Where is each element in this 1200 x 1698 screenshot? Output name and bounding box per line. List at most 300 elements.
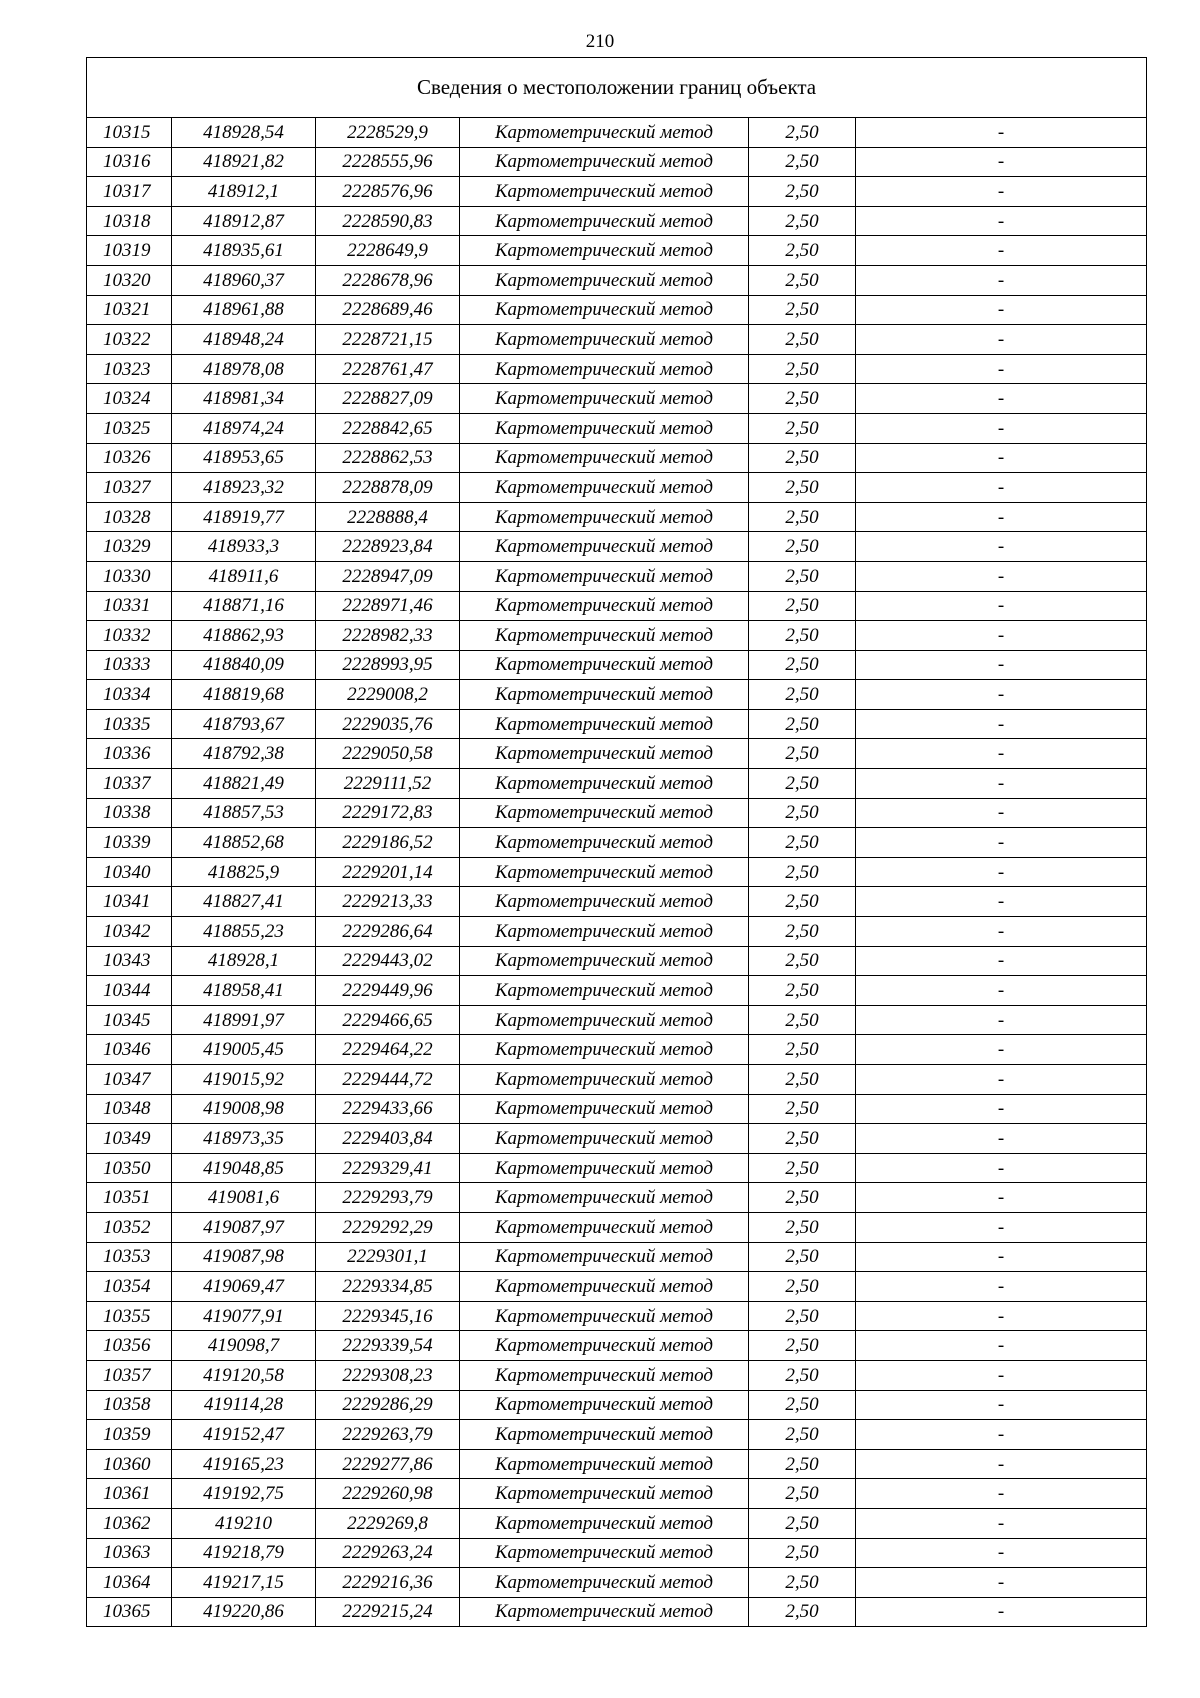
coordinate-y-cell: 2229260,98 xyxy=(316,1479,460,1509)
coordinate-x-cell: 419069,47 xyxy=(172,1272,316,1302)
table-row xyxy=(87,502,1147,532)
point-number-cell: 10360 xyxy=(87,1449,172,1479)
coordinate-y-cell: 2228555,96 xyxy=(316,147,460,177)
coordinate-y-cell: 2228842,65 xyxy=(316,413,460,443)
coordinate-y-cell: 2228529,9 xyxy=(316,118,460,148)
coordinate-x-cell: 419165,23 xyxy=(172,1449,316,1479)
table-row xyxy=(87,1420,1147,1450)
point-number-cell: 10331 xyxy=(87,591,172,621)
point-number-cell: 10364 xyxy=(87,1568,172,1598)
method-cell: Картометрический метод xyxy=(460,1124,749,1154)
table-row xyxy=(87,177,1147,207)
description-cell: - xyxy=(856,1124,1147,1154)
description-cell: - xyxy=(856,1212,1147,1242)
table-row xyxy=(87,650,1147,680)
table-title: Сведения о местоположении границ объекта xyxy=(87,58,1147,118)
point-number-cell: 10347 xyxy=(87,1065,172,1095)
coordinate-y-cell: 2228878,09 xyxy=(316,473,460,503)
coordinate-y-cell: 2229403,84 xyxy=(316,1124,460,1154)
coordinate-x-cell: 418973,35 xyxy=(172,1124,316,1154)
coordinate-y-cell: 2228576,96 xyxy=(316,177,460,207)
coordinate-x-cell: 419210 xyxy=(172,1508,316,1538)
coordinate-x-cell: 418821,49 xyxy=(172,769,316,799)
accuracy-cell: 2,50 xyxy=(749,1360,856,1390)
method-cell: Картометрический метод xyxy=(460,621,749,651)
accuracy-cell: 2,50 xyxy=(749,147,856,177)
description-cell: - xyxy=(856,1479,1147,1509)
method-cell: Картометрический метод xyxy=(460,1035,749,1065)
method-cell: Картометрический метод xyxy=(460,976,749,1006)
point-number-cell: 10362 xyxy=(87,1508,172,1538)
accuracy-cell: 2,50 xyxy=(749,1035,856,1065)
table-row xyxy=(87,1568,1147,1598)
accuracy-cell: 2,50 xyxy=(749,621,856,651)
accuracy-cell: 2,50 xyxy=(749,917,856,947)
description-cell: - xyxy=(856,1094,1147,1124)
method-cell: Картометрический метод xyxy=(460,1479,749,1509)
table-row xyxy=(87,621,1147,651)
coordinate-y-cell: 2229050,58 xyxy=(316,739,460,769)
point-number-cell: 10316 xyxy=(87,147,172,177)
coordinate-y-cell: 2229111,52 xyxy=(316,769,460,799)
table-row xyxy=(87,917,1147,947)
coordinate-y-cell: 2229466,65 xyxy=(316,1005,460,1035)
coordinate-x-cell: 418792,38 xyxy=(172,739,316,769)
coordinate-x-cell: 419081,6 xyxy=(172,1183,316,1213)
table-row xyxy=(87,1360,1147,1390)
accuracy-cell: 2,50 xyxy=(749,1420,856,1450)
description-cell: - xyxy=(856,561,1147,591)
point-number-cell: 10344 xyxy=(87,976,172,1006)
coordinate-x-cell: 419015,92 xyxy=(172,1065,316,1095)
description-cell: - xyxy=(856,325,1147,355)
description-cell: - xyxy=(856,473,1147,503)
coordinate-x-cell: 419087,98 xyxy=(172,1242,316,1272)
coordinate-y-cell: 2229443,02 xyxy=(316,946,460,976)
coordinate-y-cell: 2229444,72 xyxy=(316,1065,460,1095)
point-number-cell: 10343 xyxy=(87,946,172,976)
description-cell: - xyxy=(856,1538,1147,1568)
description-cell: - xyxy=(856,118,1147,148)
method-cell: Картометрический метод xyxy=(460,1183,749,1213)
table-row xyxy=(87,1331,1147,1361)
coordinate-y-cell: 2228761,47 xyxy=(316,354,460,384)
method-cell: Картометрический метод xyxy=(460,1508,749,1538)
description-cell: - xyxy=(856,295,1147,325)
coordinate-y-cell: 2228827,09 xyxy=(316,384,460,414)
point-number-cell: 10365 xyxy=(87,1597,172,1627)
accuracy-cell: 2,50 xyxy=(749,680,856,710)
coordinate-x-cell: 418862,93 xyxy=(172,621,316,651)
method-cell: Картометрический метод xyxy=(460,1568,749,1598)
description-cell: - xyxy=(856,591,1147,621)
point-number-cell: 10323 xyxy=(87,354,172,384)
coordinate-x-cell: 418819,68 xyxy=(172,680,316,710)
point-number-cell: 10356 xyxy=(87,1331,172,1361)
description-cell: - xyxy=(856,1331,1147,1361)
coordinate-x-cell: 418928,1 xyxy=(172,946,316,976)
description-cell: - xyxy=(856,265,1147,295)
description-cell: - xyxy=(856,1183,1147,1213)
table-row xyxy=(87,1153,1147,1183)
accuracy-cell: 2,50 xyxy=(749,1005,856,1035)
accuracy-cell: 2,50 xyxy=(749,1597,856,1627)
table-row xyxy=(87,1272,1147,1302)
table-row xyxy=(87,1183,1147,1213)
accuracy-cell: 2,50 xyxy=(749,118,856,148)
coordinate-x-cell: 418921,82 xyxy=(172,147,316,177)
method-cell: Картометрический метод xyxy=(460,413,749,443)
table-body xyxy=(87,118,1147,1627)
accuracy-cell: 2,50 xyxy=(749,1390,856,1420)
table-row xyxy=(87,473,1147,503)
coordinate-y-cell: 2229464,22 xyxy=(316,1035,460,1065)
coordinate-x-cell: 418981,34 xyxy=(172,384,316,414)
method-cell: Картометрический метод xyxy=(460,1065,749,1095)
accuracy-cell: 2,50 xyxy=(749,798,856,828)
table-row xyxy=(87,1065,1147,1095)
coordinate-y-cell: 2228993,95 xyxy=(316,650,460,680)
coordinate-x-cell: 419005,45 xyxy=(172,1035,316,1065)
coordinate-y-cell: 2229286,29 xyxy=(316,1390,460,1420)
accuracy-cell: 2,50 xyxy=(749,709,856,739)
point-number-cell: 10333 xyxy=(87,650,172,680)
coordinate-y-cell: 2228590,83 xyxy=(316,206,460,236)
accuracy-cell: 2,50 xyxy=(749,1153,856,1183)
method-cell: Картометрический метод xyxy=(460,1094,749,1124)
table-row xyxy=(87,1035,1147,1065)
coordinate-y-cell: 2228982,33 xyxy=(316,621,460,651)
table-row xyxy=(87,1301,1147,1331)
coordinate-y-cell: 2229293,79 xyxy=(316,1183,460,1213)
coordinate-x-cell: 419008,98 xyxy=(172,1094,316,1124)
description-cell: - xyxy=(856,236,1147,266)
table-row xyxy=(87,384,1147,414)
point-number-cell: 10338 xyxy=(87,798,172,828)
point-number-cell: 10328 xyxy=(87,502,172,532)
point-number-cell: 10346 xyxy=(87,1035,172,1065)
coordinate-y-cell: 2229286,64 xyxy=(316,917,460,947)
method-cell: Картометрический метод xyxy=(460,680,749,710)
description-cell: - xyxy=(856,857,1147,887)
description-cell: - xyxy=(856,443,1147,473)
accuracy-cell: 2,50 xyxy=(749,206,856,236)
table-row xyxy=(87,769,1147,799)
coordinate-x-cell: 418935,61 xyxy=(172,236,316,266)
description-cell: - xyxy=(856,177,1147,207)
description-cell: - xyxy=(856,680,1147,710)
coordinate-x-cell: 418912,1 xyxy=(172,177,316,207)
method-cell: Картометрический метод xyxy=(460,709,749,739)
coordinate-x-cell: 418912,87 xyxy=(172,206,316,236)
coordinate-x-cell: 419218,79 xyxy=(172,1538,316,1568)
method-cell: Картометрический метод xyxy=(460,1005,749,1035)
point-number-cell: 10348 xyxy=(87,1094,172,1124)
coordinate-x-cell: 418948,24 xyxy=(172,325,316,355)
description-cell: - xyxy=(856,650,1147,680)
point-number-cell: 10363 xyxy=(87,1538,172,1568)
coordinate-y-cell: 2229292,29 xyxy=(316,1212,460,1242)
description-cell: - xyxy=(856,1065,1147,1095)
table-row xyxy=(87,1538,1147,1568)
description-cell: - xyxy=(856,1360,1147,1390)
coordinate-x-cell: 419077,91 xyxy=(172,1301,316,1331)
coordinate-x-cell: 418855,23 xyxy=(172,917,316,947)
coordinate-y-cell: 2229339,54 xyxy=(316,1331,460,1361)
description-cell: - xyxy=(856,798,1147,828)
accuracy-cell: 2,50 xyxy=(749,354,856,384)
method-cell: Картометрический метод xyxy=(460,1420,749,1450)
description-cell: - xyxy=(856,887,1147,917)
coordinate-y-cell: 2228862,53 xyxy=(316,443,460,473)
description-cell: - xyxy=(856,384,1147,414)
accuracy-cell: 2,50 xyxy=(749,1538,856,1568)
point-number-cell: 10326 xyxy=(87,443,172,473)
point-number-cell: 10330 xyxy=(87,561,172,591)
method-cell: Картометрический метод xyxy=(460,1242,749,1272)
point-number-cell: 10351 xyxy=(87,1183,172,1213)
point-number-cell: 10334 xyxy=(87,680,172,710)
table-row xyxy=(87,147,1147,177)
point-number-cell: 10345 xyxy=(87,1005,172,1035)
accuracy-cell: 2,50 xyxy=(749,650,856,680)
coordinate-x-cell: 419152,47 xyxy=(172,1420,316,1450)
coordinate-x-cell: 419087,97 xyxy=(172,1212,316,1242)
method-cell: Картометрический метод xyxy=(460,236,749,266)
coordinate-y-cell: 2229334,85 xyxy=(316,1272,460,1302)
table-row xyxy=(87,1449,1147,1479)
description-cell: - xyxy=(856,354,1147,384)
method-cell: Картометрический метод xyxy=(460,561,749,591)
method-cell: Картометрический метод xyxy=(460,325,749,355)
method-cell: Картометрический метод xyxy=(460,1538,749,1568)
point-number-cell: 10353 xyxy=(87,1242,172,1272)
method-cell: Картометрический метод xyxy=(460,206,749,236)
point-number-cell: 10332 xyxy=(87,621,172,651)
table-row xyxy=(87,1124,1147,1154)
accuracy-cell: 2,50 xyxy=(749,769,856,799)
accuracy-cell: 2,50 xyxy=(749,1479,856,1509)
accuracy-cell: 2,50 xyxy=(749,1508,856,1538)
coordinate-y-cell: 2229186,52 xyxy=(316,828,460,858)
table-row xyxy=(87,354,1147,384)
coordinate-x-cell: 418961,88 xyxy=(172,295,316,325)
accuracy-cell: 2,50 xyxy=(749,1568,856,1598)
coordinate-y-cell: 2229263,24 xyxy=(316,1538,460,1568)
method-cell: Картометрический метод xyxy=(460,443,749,473)
method-cell: Картометрический метод xyxy=(460,147,749,177)
point-number-cell: 10325 xyxy=(87,413,172,443)
table-row xyxy=(87,295,1147,325)
method-cell: Картометрический метод xyxy=(460,384,749,414)
point-number-cell: 10342 xyxy=(87,917,172,947)
point-number-cell: 10322 xyxy=(87,325,172,355)
point-number-cell: 10319 xyxy=(87,236,172,266)
coordinate-y-cell: 2228689,46 xyxy=(316,295,460,325)
method-cell: Картометрический метод xyxy=(460,887,749,917)
accuracy-cell: 2,50 xyxy=(749,384,856,414)
table-row xyxy=(87,265,1147,295)
coordinate-x-cell: 418857,53 xyxy=(172,798,316,828)
point-number-cell: 10350 xyxy=(87,1153,172,1183)
coordinate-x-cell: 418852,68 xyxy=(172,828,316,858)
coordinate-x-cell: 419192,75 xyxy=(172,1479,316,1509)
table-row xyxy=(87,591,1147,621)
method-cell: Картометрический метод xyxy=(460,1212,749,1242)
method-cell: Картометрический метод xyxy=(460,769,749,799)
description-cell: - xyxy=(856,1005,1147,1035)
coordinate-x-cell: 418840,09 xyxy=(172,650,316,680)
description-cell: - xyxy=(856,1597,1147,1627)
table-row xyxy=(87,118,1147,148)
description-cell: - xyxy=(856,413,1147,443)
coordinate-x-cell: 419098,7 xyxy=(172,1331,316,1361)
coordinate-x-cell: 418978,08 xyxy=(172,354,316,384)
description-cell: - xyxy=(856,1449,1147,1479)
accuracy-cell: 2,50 xyxy=(749,1301,856,1331)
coordinate-y-cell: 2229433,66 xyxy=(316,1094,460,1124)
method-cell: Картометрический метод xyxy=(460,1331,749,1361)
coordinate-y-cell: 2229329,41 xyxy=(316,1153,460,1183)
table-row xyxy=(87,976,1147,1006)
coordinate-y-cell: 2229215,24 xyxy=(316,1597,460,1627)
method-cell: Картометрический метод xyxy=(460,265,749,295)
method-cell: Картометрический метод xyxy=(460,739,749,769)
page-number: 210 xyxy=(585,31,615,52)
point-number-cell: 10339 xyxy=(87,828,172,858)
method-cell: Картометрический метод xyxy=(460,1272,749,1302)
description-cell: - xyxy=(856,502,1147,532)
description-cell: - xyxy=(856,1035,1147,1065)
description-cell: - xyxy=(856,1420,1147,1450)
accuracy-cell: 2,50 xyxy=(749,828,856,858)
coordinate-x-cell: 419114,28 xyxy=(172,1390,316,1420)
table-row xyxy=(87,236,1147,266)
coordinate-x-cell: 418974,24 xyxy=(172,413,316,443)
table-row xyxy=(87,413,1147,443)
description-cell: - xyxy=(856,1272,1147,1302)
description-cell: - xyxy=(856,976,1147,1006)
method-cell: Картометрический метод xyxy=(460,177,749,207)
method-cell: Картометрический метод xyxy=(460,1153,749,1183)
accuracy-cell: 2,50 xyxy=(749,532,856,562)
table-row xyxy=(87,443,1147,473)
coordinate-x-cell: 418827,41 xyxy=(172,887,316,917)
coordinate-y-cell: 2229035,76 xyxy=(316,709,460,739)
accuracy-cell: 2,50 xyxy=(749,473,856,503)
coordinate-x-cell: 418871,16 xyxy=(172,591,316,621)
method-cell: Картометрический метод xyxy=(460,473,749,503)
method-cell: Картометрический метод xyxy=(460,295,749,325)
table-row xyxy=(87,680,1147,710)
method-cell: Картометрический метод xyxy=(460,857,749,887)
accuracy-cell: 2,50 xyxy=(749,1331,856,1361)
point-number-cell: 10341 xyxy=(87,887,172,917)
table-row xyxy=(87,828,1147,858)
point-number-cell: 10349 xyxy=(87,1124,172,1154)
table-row xyxy=(87,887,1147,917)
method-cell: Картометрический метод xyxy=(460,1597,749,1627)
table-row xyxy=(87,1005,1147,1035)
description-cell: - xyxy=(856,1242,1147,1272)
coordinate-x-cell: 418928,54 xyxy=(172,118,316,148)
coordinate-x-cell: 418919,77 xyxy=(172,502,316,532)
coordinate-x-cell: 418991,97 xyxy=(172,1005,316,1035)
coordinate-y-cell: 2229345,16 xyxy=(316,1301,460,1331)
point-number-cell: 10321 xyxy=(87,295,172,325)
method-cell: Картометрический метод xyxy=(460,1449,749,1479)
table-row xyxy=(87,709,1147,739)
coordinate-y-cell: 2229213,33 xyxy=(316,887,460,917)
coordinate-y-cell: 2228888,4 xyxy=(316,502,460,532)
point-number-cell: 10359 xyxy=(87,1420,172,1450)
method-cell: Картометрический метод xyxy=(460,1360,749,1390)
point-number-cell: 10352 xyxy=(87,1212,172,1242)
coordinate-y-cell: 2229449,96 xyxy=(316,976,460,1006)
table-row xyxy=(87,1479,1147,1509)
table-row xyxy=(87,1212,1147,1242)
description-cell: - xyxy=(856,1390,1147,1420)
accuracy-cell: 2,50 xyxy=(749,1242,856,1272)
point-number-cell: 10318 xyxy=(87,206,172,236)
point-number-cell: 10335 xyxy=(87,709,172,739)
coordinate-y-cell: 2229277,86 xyxy=(316,1449,460,1479)
accuracy-cell: 2,50 xyxy=(749,739,856,769)
accuracy-cell: 2,50 xyxy=(749,976,856,1006)
description-cell: - xyxy=(856,1153,1147,1183)
accuracy-cell: 2,50 xyxy=(749,1212,856,1242)
method-cell: Картометрический метод xyxy=(460,798,749,828)
accuracy-cell: 2,50 xyxy=(749,591,856,621)
description-cell: - xyxy=(856,621,1147,651)
boundary-coordinates-table xyxy=(86,57,1147,1627)
point-number-cell: 10324 xyxy=(87,384,172,414)
accuracy-cell: 2,50 xyxy=(749,236,856,266)
coordinate-y-cell: 2229008,2 xyxy=(316,680,460,710)
coordinate-x-cell: 419048,85 xyxy=(172,1153,316,1183)
method-cell: Картометрический метод xyxy=(460,946,749,976)
table-row xyxy=(87,325,1147,355)
description-cell: - xyxy=(856,709,1147,739)
table-row xyxy=(87,739,1147,769)
point-number-cell: 10329 xyxy=(87,532,172,562)
coordinate-x-cell: 418923,32 xyxy=(172,473,316,503)
coordinate-y-cell: 2229216,36 xyxy=(316,1568,460,1598)
table-row xyxy=(87,1508,1147,1538)
accuracy-cell: 2,50 xyxy=(749,857,856,887)
accuracy-cell: 2,50 xyxy=(749,1183,856,1213)
point-number-cell: 10355 xyxy=(87,1301,172,1331)
coordinate-y-cell: 2228678,96 xyxy=(316,265,460,295)
method-cell: Картометрический метод xyxy=(460,354,749,384)
point-number-cell: 10361 xyxy=(87,1479,172,1509)
table-row xyxy=(87,798,1147,828)
description-cell: - xyxy=(856,1568,1147,1598)
coordinate-y-cell: 2229301,1 xyxy=(316,1242,460,1272)
table-row xyxy=(87,1242,1147,1272)
coordinate-y-cell: 2228947,09 xyxy=(316,561,460,591)
accuracy-cell: 2,50 xyxy=(749,325,856,355)
accuracy-cell: 2,50 xyxy=(749,1272,856,1302)
point-number-cell: 10358 xyxy=(87,1390,172,1420)
description-cell: - xyxy=(856,917,1147,947)
accuracy-cell: 2,50 xyxy=(749,413,856,443)
description-cell: - xyxy=(856,828,1147,858)
table-row xyxy=(87,561,1147,591)
coordinate-y-cell: 2229172,83 xyxy=(316,798,460,828)
description-cell: - xyxy=(856,1301,1147,1331)
table-row xyxy=(87,1094,1147,1124)
